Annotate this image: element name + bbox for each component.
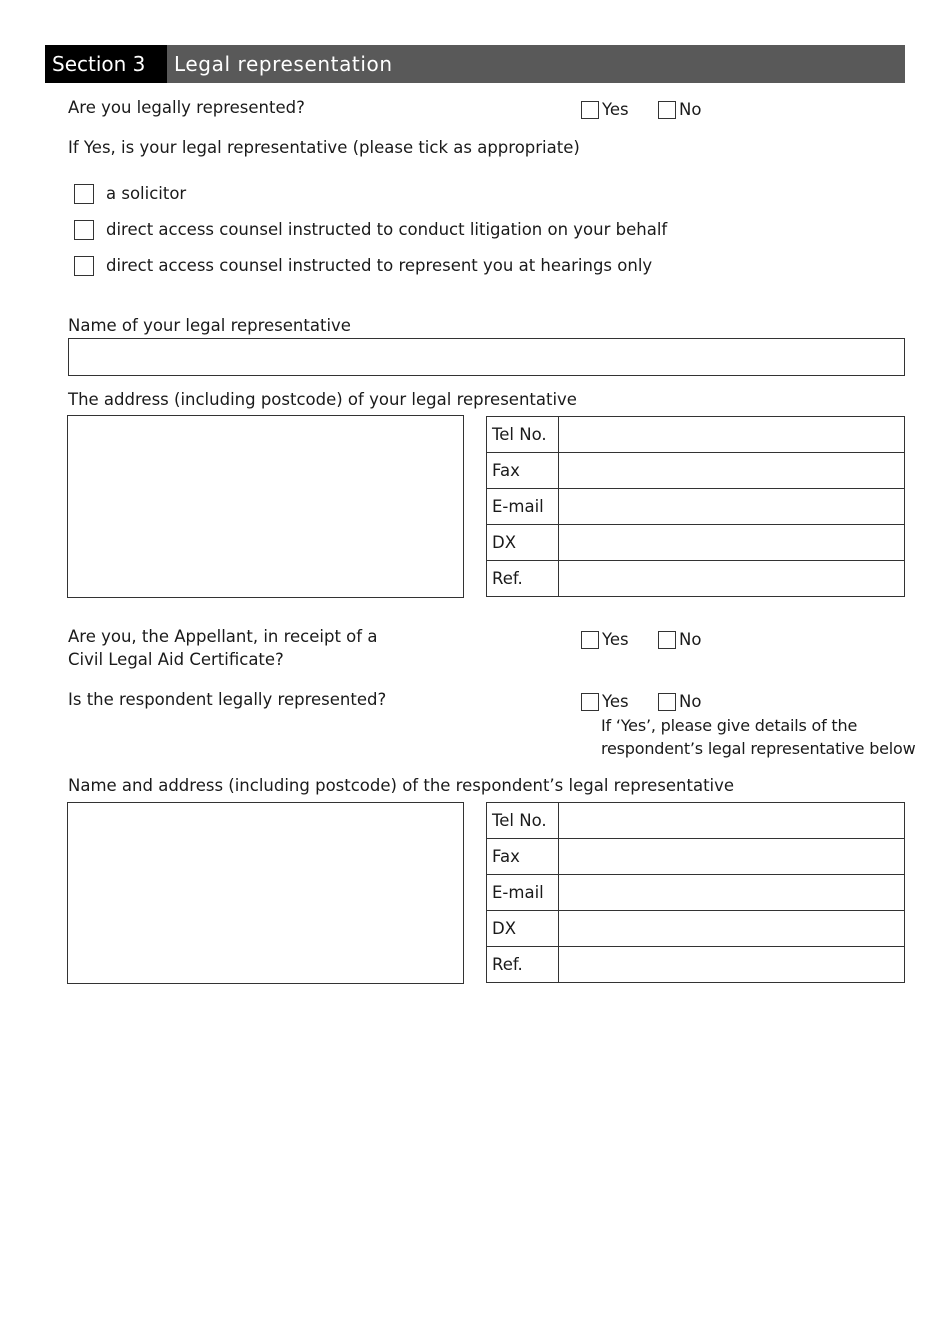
respondent-represented-yes-checkbox[interactable]: [581, 693, 599, 711]
respondent-representative-address-field[interactable]: [67, 802, 464, 984]
legally-represented-yes-label: Yes: [602, 100, 629, 119]
respondent-ref-label: Ref.: [487, 947, 559, 983]
representative-type-question: If Yes, is your legal representative (please tick as appropriate): [68, 138, 580, 157]
respondent-tel-label: Tel No.: [487, 803, 559, 839]
contact-row-ref: [487, 561, 905, 597]
solicitor-checkbox[interactable]: [74, 184, 94, 204]
email-label: E-mail: [487, 489, 559, 525]
tel-label: Tel No.: [487, 417, 559, 453]
respondent-contact-table: [486, 802, 905, 983]
direct-access-litigation-checkbox[interactable]: [74, 220, 94, 240]
legally-represented-no-checkbox[interactable]: [658, 101, 676, 119]
respondent-represented-yes-label: Yes: [602, 692, 629, 711]
legal-aid-question-line2: Civil Legal Aid Certificate?: [68, 650, 284, 669]
respondent-represented-no-label: No: [679, 692, 702, 711]
legally-represented-yes-checkbox[interactable]: [581, 101, 599, 119]
respondent-note-line1: If ‘Yes’, please give details of the: [601, 716, 858, 735]
tel-field[interactable]: [559, 417, 905, 453]
respondent-fax-label: Fax: [487, 839, 559, 875]
respondent-email-label: E-mail: [487, 875, 559, 911]
respondent-dx-field[interactable]: [559, 911, 905, 947]
respondent-tel-field[interactable]: [559, 803, 905, 839]
contact-row-tel: [487, 417, 905, 453]
section-number: Section 3: [45, 45, 167, 83]
direct-access-litigation-label: direct access counsel instructed to conduct litigation on your behalf: [106, 220, 668, 239]
respondent-note-line2: respondent’s legal representative below: [601, 739, 916, 758]
legally-represented-question: Are you legally represented?: [68, 98, 305, 117]
email-field[interactable]: [559, 489, 905, 525]
respondent-ref-field[interactable]: [559, 947, 905, 983]
dx-field[interactable]: [559, 525, 905, 561]
legal-aid-yes-checkbox[interactable]: [581, 631, 599, 649]
section-header: [45, 45, 905, 83]
dx-label: DX: [487, 525, 559, 561]
representative-address-label: The address (including postcode) of your legal representative: [68, 390, 577, 409]
respondent-representative-label: Name and address (including postcode) of the respondent’s legal representative: [68, 776, 735, 795]
legal-aid-no-checkbox[interactable]: [658, 631, 676, 649]
direct-access-hearings-label: direct access counsel instructed to represent you at hearings only: [106, 256, 653, 275]
respondent-contact-row-tel: [487, 803, 905, 839]
respondent-contact-row-dx: [487, 911, 905, 947]
respondent-contact-row-email: [487, 875, 905, 911]
representative-name-field[interactable]: [68, 338, 905, 376]
respondent-represented-no-checkbox[interactable]: [658, 693, 676, 711]
representative-address-field[interactable]: [67, 415, 464, 598]
respondent-contact-row-fax: [487, 839, 905, 875]
solicitor-option-label: a solicitor: [106, 184, 187, 203]
legally-represented-no-label: No: [679, 100, 702, 119]
respondent-contact-row-ref: [487, 947, 905, 983]
ref-field[interactable]: [559, 561, 905, 597]
respondent-fax-field[interactable]: [559, 839, 905, 875]
section-title: Legal representation: [174, 52, 393, 76]
legal-aid-yes-label: Yes: [602, 630, 629, 649]
fax-field[interactable]: [559, 453, 905, 489]
direct-access-hearings-checkbox[interactable]: [74, 256, 94, 276]
contact-row-email: [487, 489, 905, 525]
legal-aid-no-label: No: [679, 630, 702, 649]
respondent-dx-label: DX: [487, 911, 559, 947]
legal-aid-question-line1: Are you, the Appellant, in receipt of a: [68, 627, 378, 646]
ref-label: Ref.: [487, 561, 559, 597]
contact-row-dx: [487, 525, 905, 561]
fax-label: Fax: [487, 453, 559, 489]
contact-row-fax: [487, 453, 905, 489]
representative-contact-table: [486, 416, 905, 597]
respondent-represented-question: Is the respondent legally represented?: [68, 690, 387, 709]
representative-name-label: Name of your legal representative: [68, 316, 351, 335]
respondent-email-field[interactable]: [559, 875, 905, 911]
